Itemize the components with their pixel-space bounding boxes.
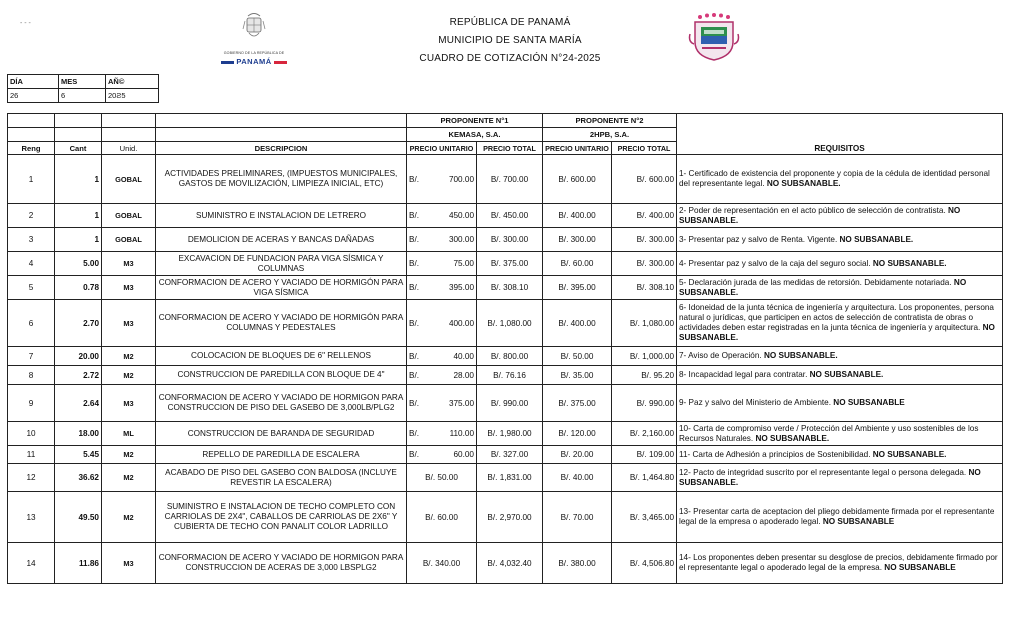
requirement-qualifier: NO SUBSANABLE — [884, 563, 956, 572]
row-quantity: 2.72 — [55, 366, 102, 385]
p1-unit-amount: 400.00 — [448, 318, 474, 328]
requirement-text: 12- Pacto de integridad suscrito por el representante legal o persona delegada. — [679, 467, 967, 477]
requirement-qualifier: NO SUBSANABLE. — [872, 258, 947, 268]
currency-label: B/. — [409, 351, 420, 361]
date-table — [7, 74, 159, 103]
requirement-qualifier: NO SUBSANABLE. — [766, 179, 841, 188]
date-values-row — [8, 89, 159, 103]
table-row — [8, 300, 1003, 347]
proponent-1-name: KEMASA, S.A. — [407, 128, 543, 142]
government-logo — [218, 12, 290, 70]
col-descripcion: DESCRIPCION — [156, 142, 407, 155]
p2-unit-price: B/. 375.00 — [543, 385, 612, 422]
year-label: AÑ© — [106, 75, 159, 89]
p2-unit-price: B/. 40.00 — [543, 464, 612, 492]
requirement-text: 1- Certificado de existencia del proponente y copia de la cédula de identidad personal del representante legal. — [679, 169, 990, 188]
row-requirement — [677, 464, 1003, 492]
table-row — [8, 276, 1003, 300]
requirement-text: 13- Presentar carta de aceptacion del pliego debidamente firmada por el representante legal de la empresa o apoderado legal. — [679, 507, 995, 526]
row-description: CONSTRUCCION DE PAREDILLA CON BLOQUE DE 4" — [156, 366, 407, 385]
row-quantity: 18.00 — [55, 422, 102, 446]
row-description: CONFORMACION DE ACERO Y VACIADO DE HORMIGON PARA CONSTRUCCION DE PISO DEL GASEBO DE 3,000LB/PLG2 — [156, 385, 407, 422]
p2-total-price: B/. 4,506.80 — [612, 543, 677, 584]
row-number: 13 — [8, 492, 55, 543]
p2-total-price: B/. 3,465.00 — [612, 492, 677, 543]
col-p1-unit-price: PRECIO UNITARIO — [407, 142, 477, 155]
currency-label: B/. — [409, 398, 420, 408]
p1-unit-amount: 450.00 — [448, 211, 474, 220]
requirement-text: 5- Declaración jurada de las medidas de retorsión. Debidamente notariada. — [679, 277, 952, 287]
p1-unit-price — [407, 252, 477, 276]
p1-unit-price — [407, 276, 477, 300]
requirement-text: 4- Presentar paz y salvo de la caja del seguro social. — [679, 258, 871, 268]
p1-total-price: B/. 375.00 — [477, 252, 543, 276]
p1-unit-price — [407, 204, 477, 228]
table-row — [8, 446, 1003, 464]
row-requirement — [677, 422, 1003, 446]
currency-label: B/. — [409, 259, 420, 268]
p1-total-price: B/. 76.16 — [477, 366, 543, 385]
government-logo-text: PANAMÁ — [236, 57, 272, 66]
p2-total-price: B/. 2,160.00 — [612, 422, 677, 446]
requirement-qualifier: NO SUBSANABLE. — [763, 351, 838, 361]
p1-unit-price — [407, 300, 477, 347]
row-description: EXCAVACION DE FUNDACION PARA VIGA SÍSMICA Y COLUMNAS — [156, 252, 407, 276]
title-republic: REPÚBLICA DE PANAMÁ — [449, 17, 571, 28]
requirement-qualifier: NO SUBSANABLE. — [679, 277, 967, 297]
row-requirement — [677, 347, 1003, 366]
page-header — [0, 0, 1024, 75]
p1-unit-price — [407, 228, 477, 252]
p1-unit-amount: 60.00 — [453, 450, 474, 459]
p2-total-price: B/. 1,464.80 — [612, 464, 677, 492]
row-description: SUMINISTRO E INSTALACION DE LETRERO — [156, 204, 407, 228]
month-label: MES — [59, 75, 106, 89]
row-quantity: 11.86 — [55, 543, 102, 584]
p2-total-price: B/. 300.00 — [612, 228, 677, 252]
row-requirement — [677, 276, 1003, 300]
requirement-text: 3- Presentar paz y salvo de Renta. Vigente. — [679, 234, 838, 244]
row-requirement — [677, 252, 1003, 276]
p1-unit-price — [407, 385, 477, 422]
p2-unit-price: B/. 400.00 — [543, 300, 612, 347]
row-description: ACABADO DE PISO DEL GASEBO CON BALDOSA (INCLUYE REVESTIR LA ESCALERA) — [156, 464, 407, 492]
requirement-text: 2- Poder de representación en el acto público de selección de contratista. — [679, 205, 946, 215]
p1-unit-price — [407, 347, 477, 366]
p1-unit-price — [407, 155, 477, 204]
p1-total-price: B/. 990.00 — [477, 385, 543, 422]
p1-total-price: B/. 300.00 — [477, 228, 543, 252]
currency-label: B/. — [409, 370, 420, 380]
requirement-qualifier: NO SUBSANABLE — [822, 517, 895, 526]
requirement-qualifier: NO SUBSANABLE. — [679, 205, 961, 225]
p2-total-price: B/. 308.10 — [612, 276, 677, 300]
p2-total-price: B/. 600.00 — [612, 155, 677, 204]
p2-unit-price: B/. 35.00 — [543, 366, 612, 385]
row-description: COLOCACION DE BLOQUES DE 6" RELLENOS — [156, 347, 407, 366]
table-row — [8, 422, 1003, 446]
p1-unit-price: B/. 60.00 — [407, 492, 477, 543]
row-quantity: 2.70 — [55, 300, 102, 347]
currency-label: B/. — [409, 283, 420, 292]
table-row — [8, 543, 1003, 584]
p2-total-price: B/. 400.00 — [612, 204, 677, 228]
p2-total-price: B/. 990.00 — [612, 385, 677, 422]
table-row — [8, 204, 1003, 228]
row-number: 8 — [8, 366, 55, 385]
row-unit: GOBAL — [102, 155, 156, 204]
document-title-block — [380, 14, 640, 68]
p1-total-price: B/. 1,831.00 — [477, 464, 543, 492]
p2-unit-price: B/. 70.00 — [543, 492, 612, 543]
currency-label: B/. — [409, 235, 420, 244]
quotation-rows — [8, 155, 1003, 584]
p1-total-price: B/. 450.00 — [477, 204, 543, 228]
row-number: 4 — [8, 252, 55, 276]
row-quantity: 0.78 — [55, 276, 102, 300]
p1-unit-price: B/. 340.00 — [407, 543, 477, 584]
day-label: DÍA — [8, 75, 59, 89]
p2-unit-price: B/. 395.00 — [543, 276, 612, 300]
row-requirement — [677, 446, 1003, 464]
p1-unit-amount: 375.00 — [448, 398, 474, 408]
p1-total-price: B/. 1,980.00 — [477, 422, 543, 446]
row-requirement — [677, 385, 1003, 422]
p2-total-price: B/. 95.20 — [612, 366, 677, 385]
currency-label: B/. — [409, 211, 420, 220]
row-description: REPELLO DE PAREDILLA DE ESCALERA — [156, 446, 407, 464]
requirement-text: 14- Los proponentes deben presentar su desglose de precios, debidamente firmado por el representante legal o apoderado legal de la empresa. — [679, 553, 998, 572]
requirement-qualifier: NO SUBSANABLE. — [679, 323, 995, 342]
proponent-title-row — [8, 114, 1003, 128]
requirement-text: 11- Carta de Adhesión a principios de Sostenibilidad. — [679, 449, 871, 459]
table-row — [8, 464, 1003, 492]
year-value: 20Ƨ5 — [106, 89, 159, 103]
col-unid: Unid. — [102, 142, 156, 155]
p2-unit-price: B/. 300.00 — [543, 228, 612, 252]
requirement-qualifier: NO SUBSANABLE. — [755, 433, 830, 443]
p2-total-price: B/. 1,080.00 — [612, 300, 677, 347]
row-requirement — [677, 204, 1003, 228]
row-unit: M3 — [102, 300, 156, 347]
margin-scribble: - - - — [20, 20, 31, 27]
table-row — [8, 492, 1003, 543]
col-cant: Cant — [55, 142, 102, 155]
p1-unit-amount: 110.00 — [449, 429, 474, 438]
title-quote-table: CUADRO DE COTIZACIÓN N°24-2025 — [419, 53, 601, 64]
month-value: 6 — [59, 89, 106, 103]
currency-label: B/. — [409, 174, 420, 184]
row-quantity: 49.50 — [55, 492, 102, 543]
row-unit: M2 — [102, 446, 156, 464]
date-labels-row — [8, 75, 159, 89]
requirement-qualifier: NO SUBSANABLE. — [809, 370, 884, 380]
currency-label: B/. — [409, 450, 420, 459]
p1-total-price: B/. 1,080.00 — [477, 300, 543, 347]
requirement-qualifier: NO SUBSANABLE — [833, 398, 905, 408]
p1-unit-price — [407, 422, 477, 446]
row-description: DEMOLICION DE ACERAS Y BANCAS DAÑADAS — [156, 228, 407, 252]
currency-label: B/. — [409, 429, 420, 438]
row-quantity: 1 — [55, 155, 102, 204]
proponent-2-title: PROPONENTE N°2 — [543, 114, 677, 128]
col-p2-total-price: PRECIO TOTAL — [612, 142, 677, 155]
table-row — [8, 366, 1003, 385]
row-description: SUMINISTRO E INSTALACION DE TECHO COMPLETO CON CARRIOLAS DE 2X4", CABALLOS DE CARRIOLAS DE 2X6" Y CUBIERTA DE TECHO CON PANALIT COLOR LADRILLO — [156, 492, 407, 543]
p1-total-price: B/. 327.00 — [477, 446, 543, 464]
row-requirement — [677, 366, 1003, 385]
row-quantity: 1 — [55, 204, 102, 228]
day-value: 26 — [8, 89, 59, 103]
row-unit: M3 — [102, 385, 156, 422]
p2-unit-price: B/. 60.00 — [543, 252, 612, 276]
row-unit: ML — [102, 422, 156, 446]
p1-unit-price — [407, 446, 477, 464]
row-quantity: 5.45 — [55, 446, 102, 464]
table-row — [8, 155, 1003, 204]
row-description: CONFORMACION DE ACERO Y VACIADO DE HORMIGÓN PARA VIGA SÍSMICA — [156, 276, 407, 300]
row-quantity: 2.64 — [55, 385, 102, 422]
row-description: CONFORMACION DE ACERO Y VACIADO DE HORMIGON PARA CONSTRUCCION DE ACERAS DE 3,000 LBSPLG2 — [156, 543, 407, 584]
row-number: 6 — [8, 300, 55, 347]
requirement-text: 6- Idoneidad de la junta técnica de ingeniería y arquitectura. Los proponentes, persona natural o jurídicas, que participen en actos de selección de contratista de obras o actividades deben estar registradas en la junta técnica de ingeniería y arquitectura. — [679, 303, 994, 332]
p1-total-price: B/. 800.00 — [477, 347, 543, 366]
row-unit: M3 — [102, 276, 156, 300]
p2-unit-price: B/. 600.00 — [543, 155, 612, 204]
row-number: 9 — [8, 385, 55, 422]
p1-total-price: B/. 308.10 — [477, 276, 543, 300]
p1-unit-price — [407, 366, 477, 385]
p1-unit-amount: 28.00 — [453, 370, 474, 380]
proponent-2-name: 2HPB, S.A. — [543, 128, 677, 142]
row-quantity: 1 — [55, 228, 102, 252]
government-logo-name — [218, 57, 290, 66]
row-number: 5 — [8, 276, 55, 300]
p2-unit-price: B/. 380.00 — [543, 543, 612, 584]
table-row — [8, 347, 1003, 366]
p1-unit-amount: 300.00 — [448, 235, 474, 244]
row-number: 1 — [8, 155, 55, 204]
row-description: CONSTRUCCION DE BARANDA DE SEGURIDAD — [156, 422, 407, 446]
p2-total-price: B/. 109.00 — [612, 446, 677, 464]
row-unit: GOBAL — [102, 228, 156, 252]
proponent-1-title: PROPONENTE N°1 — [407, 114, 543, 128]
quotation-table — [7, 113, 1003, 584]
p2-unit-price: B/. 400.00 — [543, 204, 612, 228]
row-number: 10 — [8, 422, 55, 446]
coat-of-arms-icon — [242, 12, 266, 42]
row-unit: GOBAL — [102, 204, 156, 228]
p2-unit-price: B/. 120.00 — [543, 422, 612, 446]
p1-unit-amount: 75.00 — [453, 259, 474, 268]
requirement-text: 7- Aviso de Operación. — [679, 351, 762, 361]
requirements-header: REQUISITOS — [677, 114, 1003, 155]
row-number: 12 — [8, 464, 55, 492]
row-requirement — [677, 300, 1003, 347]
row-number: 2 — [8, 204, 55, 228]
table-row — [8, 385, 1003, 422]
row-number: 11 — [8, 446, 55, 464]
currency-label: B/. — [409, 318, 420, 328]
col-p1-total-price: PRECIO TOTAL — [477, 142, 543, 155]
row-quantity: 5.00 — [55, 252, 102, 276]
row-number: 7 — [8, 347, 55, 366]
row-number: 14 — [8, 543, 55, 584]
requirement-qualifier: NO SUBSANABLE. — [872, 449, 947, 459]
requirement-text: 9- Paz y salvo del Ministerio de Ambiente. — [679, 398, 831, 408]
p1-total-price: B/. 700.00 — [477, 155, 543, 204]
requirement-text: 10- Carta de compromiso verde / Protección del Ambiente y uso sostenibles de los Recursos Naturales. — [679, 423, 979, 443]
p1-unit-amount: 395.00 — [448, 283, 474, 292]
requirement-qualifier: NO SUBSANABLE. — [679, 467, 981, 487]
row-unit: M2 — [102, 492, 156, 543]
p1-unit-price: B/. 50.00 — [407, 464, 477, 492]
municipality-shield-icon — [688, 12, 740, 62]
row-unit: M2 — [102, 347, 156, 366]
row-number: 3 — [8, 228, 55, 252]
p1-unit-amount: 700.00 — [448, 174, 474, 184]
table-row — [8, 252, 1003, 276]
row-requirement — [677, 228, 1003, 252]
p2-total-price: B/. 300.00 — [612, 252, 677, 276]
row-requirement — [677, 543, 1003, 584]
row-requirement — [677, 492, 1003, 543]
requirement-text: 8- Incapacidad legal para contratar. — [679, 370, 808, 380]
p1-unit-amount: 40.00 — [453, 351, 474, 361]
row-description: CONFORMACION DE ACERO Y VACIADO DE HORMIGÓN PARA COLUMNAS Y PEDESTALES — [156, 300, 407, 347]
p2-total-price: B/. 1,000.00 — [612, 347, 677, 366]
p1-total-price: B/. 4,032.40 — [477, 543, 543, 584]
row-unit: M2 — [102, 366, 156, 385]
p1-total-price: B/. 2,970.00 — [477, 492, 543, 543]
row-quantity: 36.62 — [55, 464, 102, 492]
col-reng: Reng — [8, 142, 55, 155]
title-municipality: MUNICIPIO DE SANTA MARÍA — [438, 35, 582, 46]
table-row — [8, 228, 1003, 252]
row-unit: M3 — [102, 543, 156, 584]
row-description: ACTIVIDADES PRELIMINARES, (IMPUESTOS MUNICIPALES, GASTOS DE MOVILIZACIÓN, LIMPIEZA INICIAL, ETC) — [156, 155, 407, 204]
row-requirement — [677, 155, 1003, 204]
requirement-qualifier: NO SUBSANABLE. — [839, 234, 914, 244]
p2-unit-price: B/. 50.00 — [543, 347, 612, 366]
row-unit: M3 — [102, 252, 156, 276]
p2-unit-price: B/. 20.00 — [543, 446, 612, 464]
row-unit: M2 — [102, 464, 156, 492]
government-logo-caption: GOBIERNO DE LA REPÚBLICA DE — [223, 51, 285, 55]
col-p2-unit-price: PRECIO UNITARIO — [543, 142, 612, 155]
row-quantity: 20.00 — [55, 347, 102, 366]
